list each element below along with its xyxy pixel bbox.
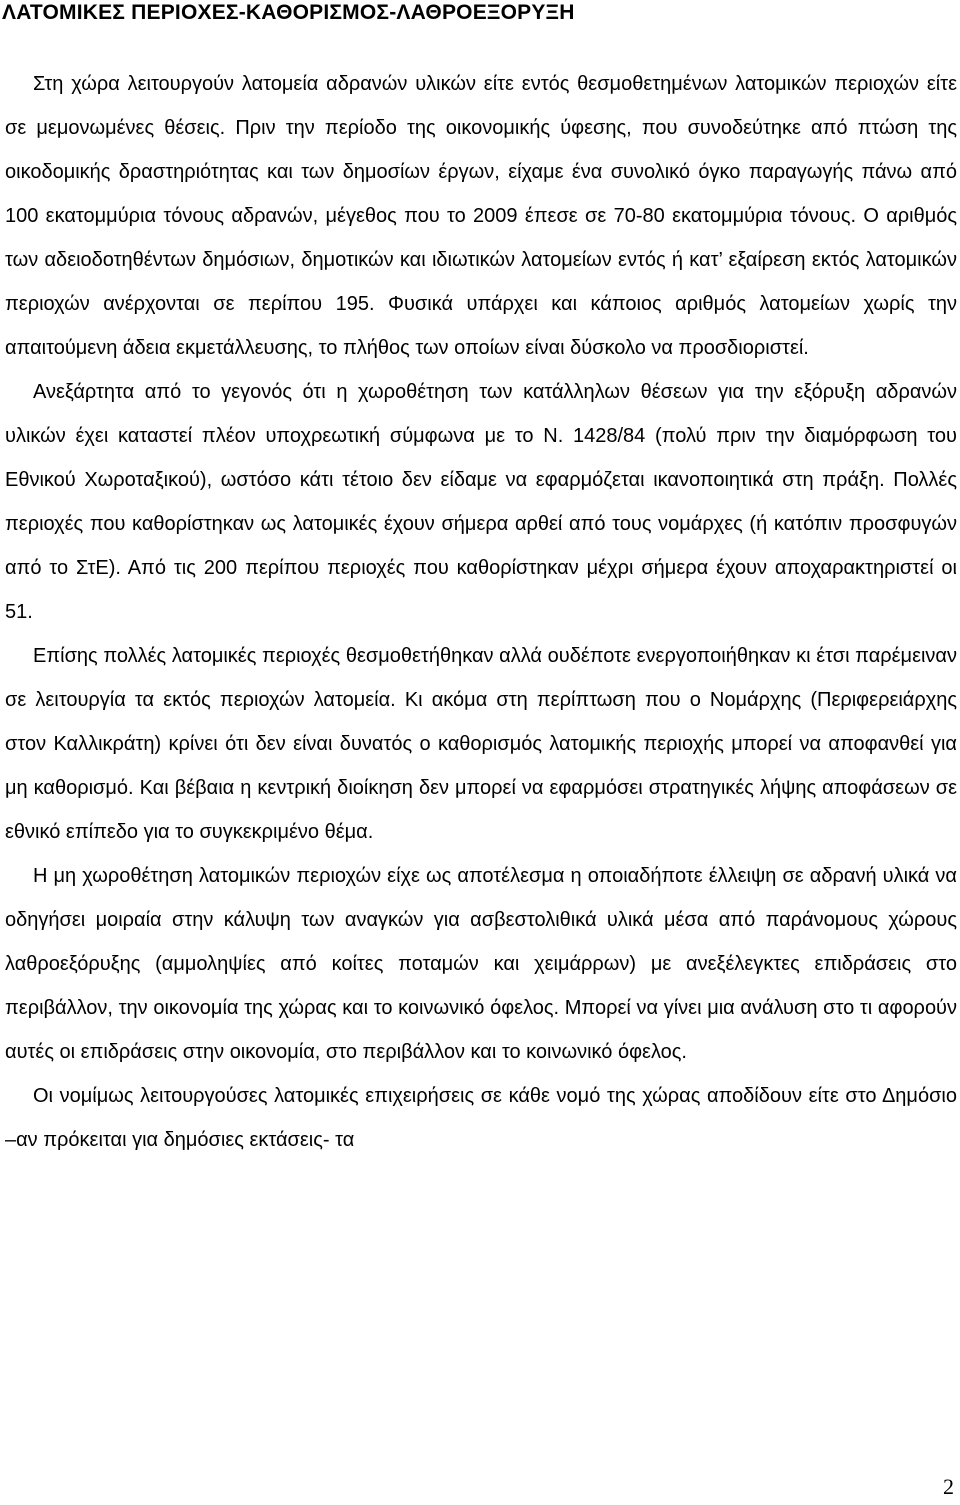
paragraph-5: Οι νομίμως λειτουργούσες λατομικές επιχειρήσεις σε κάθε νομό της χώρας αποδίδουν είτε στο Δημόσιο –αν πρόκειται για δημόσιες εκτάσεις- τα [5, 1085, 957, 1151]
paragraph-3: Επίσης πολλές λατομικές περιοχές θεσμοθετήθηκαν αλλά ουδέποτε ενεργοποιήθηκαν κι έτσι παρέμειναν σε λειτουργία τα εκτός περιοχών λατομεία. Κι ακόμα στη περίπτωση που ο Νομάρχης (Περιφερειάρχης στον Καλλικράτη) κρίνει ότι δεν είναι δυνατός ο καθορισμός λατομικής περιοχής μπορεί να αποφανθεί για μη καθορισμό. Και βέβαια η κεντρική διοίκηση δεν μπορεί να εφαρμόσει στρατηγικές λήψης αποφάσεων σε εθνικό επίπεδο για το συγκεκριμένο θέμα. [5, 645, 957, 843]
document-body [5, 62, 957, 1162]
page-number: 2 [943, 1474, 954, 1499]
paragraph-2: Ανεξάρτητα από το γεγονός ότι η χωροθέτηση των κατάλληλων θέσεων για την εξόρυξη αδρανών υλικών έχει καταστεί πλέον υποχρεωτική σύμφωνα με το Ν. 1428/84 (πολύ πριν την διαμόρφωση του Εθνικού Χωροταξικού), ωστόσο κάτι τέτοιο δεν είδαμε να εφαρμόζεται ικανοποιητικά στη πράξη. Πολλές περιοχές που καθορίστηκαν ως λατομικές έχουν σήμερα αρθεί από τους νομάρχες (ή κατόπιν προσφυγών από το ΣτΕ). Από τις 200 περίπου περιοχές που καθορίστηκαν μέχρι σήμερα έχουν αποχαρακτηριστεί οι 51. [5, 381, 957, 623]
paragraph-1: Στη χώρα λειτουργούν λατομεία αδρανών υλικών είτε εντός θεσμοθετημένων λατομικών περιοχών είτε σε μεμονωμένες θέσεις. Πριν την περίοδο της οικονομικής ύφεσης, που συνοδεύτηκε από πτώση της οικοδομικής δραστηριότητας και των δημοσίων έργων, είχαμε ένα συνολικό όγκο παραγωγής πάνω από 100 εκατομμύρια τόνους αδρανών, μέγεθος που το 2009 έπεσε σε 70-80 εκατομμύρια τόνους. Ο αριθμός των αδειοδοτηθέντων δημόσιων, δημοτικών και ιδιωτικών λατομείων εντός ή κατ’ εξαίρεση εκτός λατομικών περιοχών ανέρχονται σε περίπου 195. Φυσικά υπάρχει και κάποιος αριθμός λατομείων χωρίς την απαιτούμενη άδεια εκμετάλλευσης, το πλήθος των οποίων είναι δύσκολο να προσδιοριστεί. [5, 73, 957, 359]
document-title: ΛΑΤΟΜΙΚΕΣ ΠΕΡΙΟΧΕΣ-ΚΑΘΟΡΙΣΜΟΣ-ΛΑΘΡΟΕΞΟΡΥΞΗ [2, 1, 575, 24]
paragraph-4: Η μη χωροθέτηση λατομικών περιοχών είχε ως αποτέλεσμα η οποιαδήποτε έλλειψη σε αδρανή υλικά να οδηγήσει μοιραία στην κάλυψη των αναγκών για ασβεστολιθικά υλικά μέσα από παράνομους χώρους λαθροεξόρυξης (αμμοληψίες από κοίτες ποταμών και χειμάρρων) με ανεξέλεγκτες επιδράσεις στο περιβάλλον, την οικονομία της χώρας και το κοινωνικό όφελος. Μπορεί να γίνει μια ανάλυση στο τι αφορούν αυτές οι επιδράσεις στην οικονομία, στο περιβάλλον και το κοινωνικό όφελος. [5, 865, 957, 1063]
